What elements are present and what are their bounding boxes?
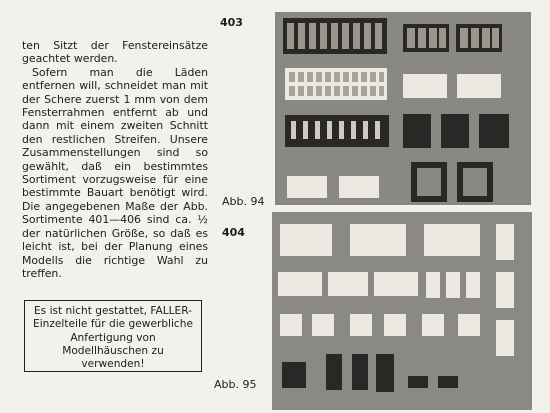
window-part [328,272,368,296]
window-part [283,18,387,54]
window-part [458,314,480,336]
figure-caption-abb-94: Abb. 94 [222,195,265,208]
window-part [285,68,387,100]
body-text-column [22,39,208,280]
door-part [376,354,394,392]
window-part [426,272,440,298]
door-part [352,354,368,390]
figure-caption-abb-95: Abb. 95 [214,378,257,391]
window-part [446,272,460,298]
door-part [326,354,342,390]
window-part [285,115,389,147]
window-part [403,74,447,98]
window-frame [457,162,493,202]
window-part [457,74,501,98]
window-part [384,314,406,336]
window-part [374,272,418,296]
window-part [403,114,431,148]
paragraph-2: Sofern man die Läden entfernen will, schneidet man mit der Schere zuerst 1 mm von dem Fensterrahmen entfernt ab und dann mit einem zweiten Schnitt den restlichen Streifen. Unsere Zusammenstellungen sind so gewählt, daß ein bestimmtes Sortiment vorzugsweise für eine bestimmte Bauart benötigt wird. Die angegebenen Maße der Abb. Sortimente 401—406 sind ca. ½ der natürlichen Größe, so daß es leicht ist, bei der Planung eines Modells die richtige Wahl zu treffen. [22,65,208,280]
window-part [479,114,509,148]
window-part [496,320,514,356]
small-part [438,376,458,388]
window-part [424,224,480,256]
window-part [287,176,327,198]
notice-box: Es ist nicht gestattet, FALLER-Einzelteile für die gewerbliche Anfertigung von Modellhäuschen zu verwenden! [24,300,202,372]
window-part [496,272,514,308]
window-part [496,224,514,260]
window-frame [411,162,447,202]
vent-part [282,362,306,388]
window-part [312,314,334,336]
window-part [280,314,302,336]
window-part [466,272,480,298]
paragraph-1: ten Sitzt der Fenstereinsätze geachtet werden. [22,39,208,66]
photo-window-parts-404 [272,212,532,410]
figure-number-403: 403 [220,16,243,29]
window-part [456,24,502,52]
small-part [408,376,428,388]
window-part [350,224,406,256]
window-part [278,272,322,296]
window-part [403,24,449,52]
window-part [339,176,379,198]
window-part [280,224,332,256]
photo-window-parts-403 [275,12,531,205]
figure-number-404: 404 [222,226,245,239]
window-part [350,314,372,336]
window-part [441,114,469,148]
window-part [422,314,444,336]
